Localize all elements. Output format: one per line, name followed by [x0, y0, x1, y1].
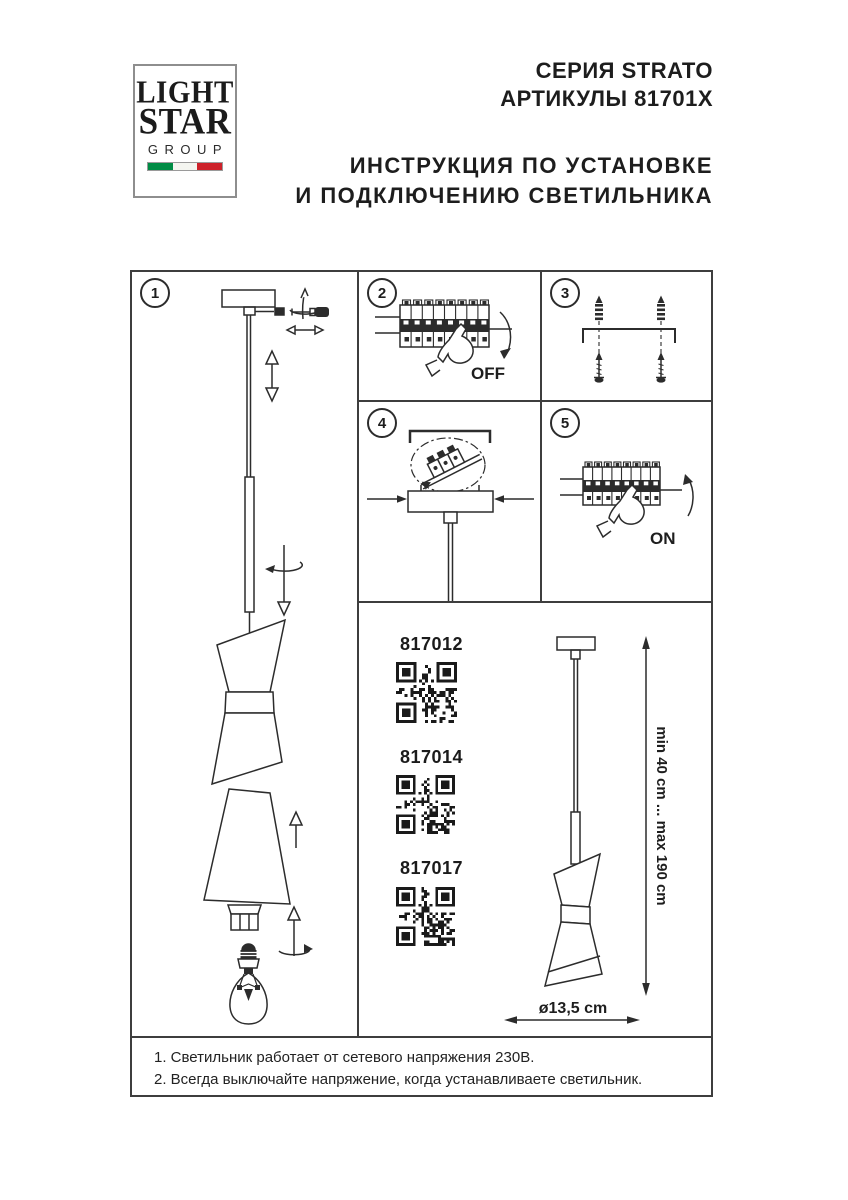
push-arrow-icon [494, 495, 534, 503]
screwdriver-icon [292, 307, 329, 317]
up-arrow-icon [290, 812, 302, 848]
rotate-up-arrow-icon [279, 907, 313, 956]
italy-flag-icon [147, 162, 223, 171]
on-label: ON [650, 529, 676, 548]
pendant-drawing [545, 637, 602, 986]
step-2-panel [359, 272, 542, 402]
note-line: 2. Всегда выключайте напряжение, когда устанавливаете светильник. [154, 1071, 643, 1088]
height-range-label: min 40 cm ... max 190 cm [653, 726, 670, 906]
rotate-down-arrow-icon [265, 545, 302, 615]
height-dimension [642, 636, 670, 996]
screw-icon [594, 352, 604, 383]
step-4-panel [359, 402, 542, 603]
screw-icon [656, 352, 666, 383]
instruction-title-line2: И ПОДКЛЮЧЕНИЮ СВЕТИЛЬНИКА [295, 183, 713, 208]
lamp-shade-cone [204, 789, 290, 904]
logo-word-star: STAR [138, 101, 232, 142]
pendant-rod [247, 315, 251, 477]
on-arrow-icon [683, 474, 693, 516]
document-title [295, 57, 713, 211]
article-number: 817014 [400, 747, 464, 767]
step-number-badge: 5 [550, 408, 580, 438]
pendant-dimension-drawing [359, 603, 711, 1036]
lightstar-logo [133, 64, 237, 198]
instruction-title [295, 151, 713, 211]
step-1-panel [132, 272, 359, 1036]
wall-anchor-icon [595, 296, 603, 321]
step-number-badge: 4 [367, 408, 397, 438]
note-line: 1. Светильник работает от сетевого напряжения 230В. [154, 1049, 535, 1066]
diameter-dimension [504, 1000, 640, 1024]
off-label: OFF [471, 364, 505, 383]
lamp-shade-hourglass [212, 620, 285, 784]
footer-notes [132, 1036, 711, 1095]
push-arrow-icon [367, 495, 407, 503]
circuit-breaker [375, 300, 512, 347]
logo-word-group: GROUP [147, 142, 229, 157]
articles-title: АРТИКУЛЫ 81701X [500, 86, 713, 111]
step-5-panel [542, 402, 711, 603]
socket-ring [228, 905, 261, 930]
article-number: 817017 [400, 858, 464, 878]
rod-sleeve [245, 477, 254, 612]
step-number-badge: 2 [367, 278, 397, 308]
set-screw-icon [255, 308, 284, 315]
diagram-grid [130, 270, 713, 1097]
mounting-bracket-icon [410, 431, 490, 443]
off-arrow-icon [500, 312, 511, 359]
series-title: СЕРИЯ STRATO [535, 58, 713, 83]
wall-anchor-icon [657, 296, 665, 321]
instruction-title-line1: ИНСТРУКЦИЯ ПО УСТАНОВКЕ [349, 153, 713, 178]
up-down-arrow-icon [266, 351, 278, 401]
article-number: 817012 [400, 634, 464, 654]
diameter-label: ø13,5 cm [538, 1000, 608, 1017]
step-3-panel [542, 272, 711, 402]
bulb-icon [230, 944, 267, 1024]
step-number-badge: 3 [550, 278, 580, 308]
products-panel [359, 603, 711, 1036]
step1-illustration [132, 272, 357, 1036]
ceiling-canopy [408, 485, 493, 601]
logo-word-light: LIGHT [136, 75, 234, 111]
step-number-badge: 1 [140, 278, 170, 308]
